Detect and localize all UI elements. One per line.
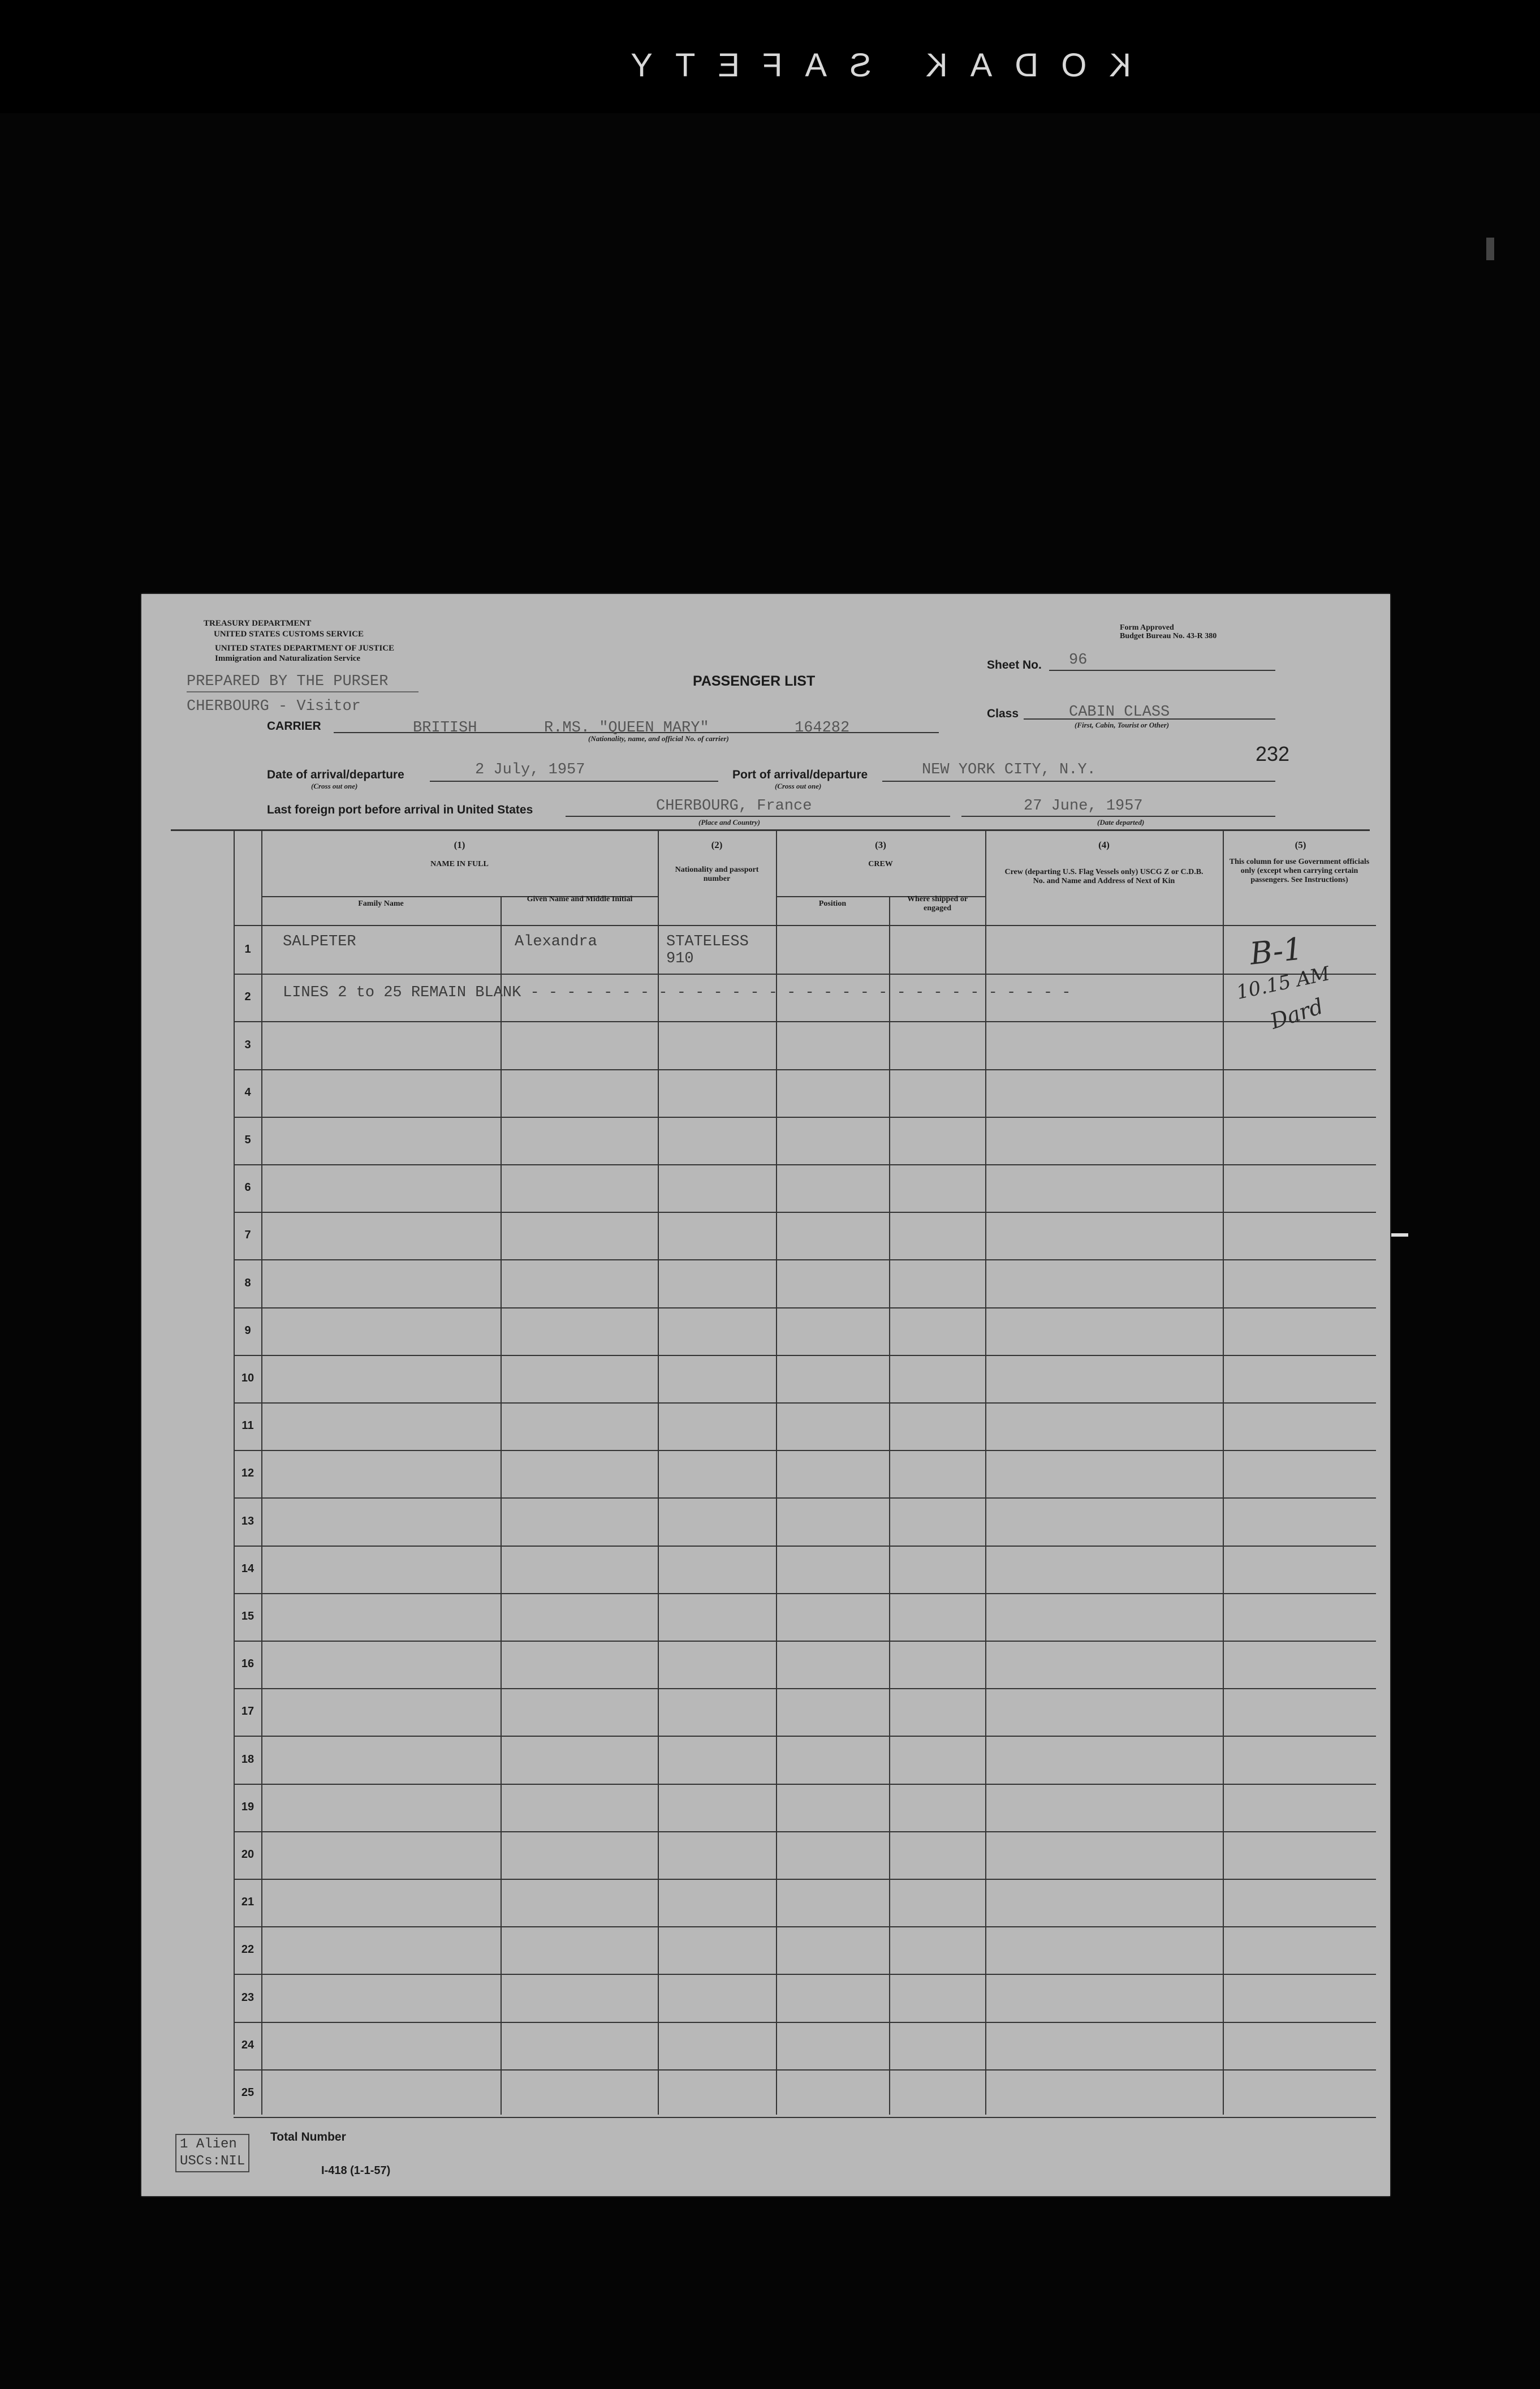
table-border-officials [1223,830,1224,2115]
row-number: 2 [244,991,251,1003]
form-number: I-418 (1-1-57) [321,2164,391,2177]
dept-justice: UNITED STATES DEPARTMENT OF JUSTICE [215,644,395,653]
dept-treasury: TREASURY DEPARTMENT [204,619,312,628]
table-border-crew [776,830,777,2115]
class-caption: (First, Cabin, Tourist or Other) [1075,721,1170,729]
hand-signature: Dard [1267,993,1327,1034]
carrier-label: CARRIER [267,720,321,733]
last-port-label: Last foreign port before arrival in United States [267,803,533,816]
row-number: 6 [244,1181,251,1194]
row-divider [234,2117,1376,2118]
row-number: 21 [241,1896,254,1908]
row-number: 15 [241,1610,254,1622]
alien-count-box [175,2134,249,2172]
row-divider [234,1259,1376,1260]
carrier-caption: (Nationality, name, and official No. of carrier) [588,734,729,743]
row-divider [234,1831,1376,1832]
col3-title: CREW [868,860,893,868]
row-number: 11 [241,1419,254,1432]
row-number: 24 [241,2039,254,2051]
row-divider [234,2022,1376,2023]
last-port-line [566,816,950,817]
table-border-nationality [658,830,659,2115]
table-border-shipped [889,896,890,2115]
row-number: 18 [241,1753,254,1766]
row-number: 13 [241,1515,254,1527]
col4-number: (4) [1098,840,1110,850]
row1-passport: 910 [666,950,694,967]
departed-value: 27 June, 1957 [1024,798,1143,815]
row-number: 14 [241,1562,254,1575]
prepared-by: PREPARED BY THE PURSER [187,673,389,690]
table-border-left [234,830,235,2115]
row-number: 16 [241,1658,254,1670]
row-divider [234,1212,1376,1213]
cherbourg-visitor: CHERBOURG - Visitor [187,698,361,715]
table-border-kin [985,830,986,2115]
sheet-no-label: Sheet No. [987,658,1042,671]
passenger-list-sheet [141,594,1390,2196]
row-divider [234,1879,1376,1880]
last-port-caption: (Place and Country) [698,818,761,827]
carrier-number: 164282 [795,720,850,737]
row-number: 20 [241,1848,254,1861]
sheet-no-value: 96 [1069,652,1088,669]
class-value: CABIN CLASS [1069,704,1170,721]
row-divider [234,1784,1376,1785]
sheet-no-line [1049,670,1275,671]
row-number: 3 [244,1039,251,1051]
date-label: Date of arrival/departure [267,768,404,781]
last-port-value: CHERBOURG, France [656,798,812,815]
uscs-count: USCs:NIL [180,2154,245,2169]
prepared-underline [187,691,419,692]
row-number: 12 [241,1467,254,1479]
row-divider [234,1688,1376,1689]
row-divider [234,1736,1376,1737]
port-line [882,781,1275,782]
row-number: 10 [241,1372,254,1384]
row-divider [234,1307,1376,1308]
row1-family-name: SALPETER [283,933,356,950]
row-divider [234,1402,1376,1404]
col3a-title: Position [818,899,847,908]
col5-title: This column for use Government officials only (except when carrying certain passengers. See Instructions) [1229,858,1370,884]
row-divider [234,1593,1376,1594]
row-number: 1 [244,943,251,955]
row-number: 8 [244,1277,251,1289]
class-label: Class [987,707,1019,720]
row-divider [234,1926,1376,1927]
page-title: PASSENGER LIST [693,673,816,689]
row-number: 9 [244,1324,251,1337]
table-border-given [501,896,502,2115]
row-divider [234,1021,1376,1022]
date-line [430,781,718,782]
frame-mark [1486,238,1494,260]
stamp-number: 232 [1256,742,1290,765]
col1-title: NAME IN FULL [430,860,489,868]
row-divider [234,1450,1376,1451]
date-caption: (Cross out one) [311,782,358,790]
dept-customs: UNITED STATES CUSTOMS SERVICE [214,630,364,639]
port-value: NEW YORK CITY, N.Y. [922,761,1096,778]
table-top-border [171,829,1370,831]
total-number-label: Total Number [270,2130,346,2143]
port-caption: (Cross out one) [775,782,822,790]
row-divider [234,1641,1376,1642]
row-number: 19 [241,1801,254,1813]
hand-b1: B-1 [1248,931,1305,972]
frame-mark [1391,1233,1408,1237]
row-number: 4 [244,1086,251,1099]
date-value: 2 July, 1957 [475,761,585,778]
row-number: 17 [241,1705,254,1718]
row-number: 7 [244,1229,251,1241]
row-divider [234,2069,1376,2071]
row-number: 5 [244,1134,251,1146]
carrier-name: R.MS. "QUEEN MARY" [544,720,709,737]
col1a-title: Family Name [358,899,404,908]
table-border-num [261,830,262,2115]
row1-nationality: STATELESS [666,933,749,950]
col3b-title: Where shipped or engaged [907,895,968,912]
departed-caption: (Date departed) [1097,818,1145,827]
col1-number: (1) [454,840,465,850]
row1-given-name: Alexandra [515,933,597,950]
col2-number: (2) [711,840,723,850]
row-number: 22 [241,1943,254,1956]
row-divider [234,1546,1376,1547]
port-label: Port of arrival/departure [732,768,868,781]
hand-time: 10.15 AM [1234,962,1332,1004]
film-edge [0,0,1540,113]
row2-note: LINES 2 to 25 REMAIN BLANK - - - - - - - - - - - - - - - - - - - - - - - - - - - - - - [283,984,1071,1001]
row-divider [234,1164,1376,1165]
col2-title: Nationality and passport number [675,866,759,883]
row-divider [234,1355,1376,1356]
row-divider [234,1117,1376,1118]
dept-ins: Immigration and Naturalization Service [215,654,361,663]
header-bottom-line [234,925,1376,926]
row-number: 23 [241,1991,254,2004]
row-divider [234,1974,1376,1975]
col3-number: (3) [875,840,886,850]
film-edge-text: KODAK SAFETY [608,47,1131,84]
departed-line [961,816,1275,817]
form-approved: Form Approved [1120,623,1174,632]
carrier-nationality: BRITISH [413,720,477,737]
col4-title: Crew (departing U.S. Flag Vessels only) USCG Z or C.D.B. No. and Name and Address of Next of Kin [1004,868,1203,885]
col5-number: (5) [1295,840,1306,850]
col1b-title: Given Name and Middle Initial [527,895,633,903]
alien-count: 1 Alien [180,2137,237,2152]
row-divider [234,1497,1376,1499]
row-divider [234,1069,1376,1070]
row-number: 25 [241,2086,254,2099]
row-divider [234,974,1376,975]
budget-bureau: Budget Bureau No. 43-R 380 [1120,632,1217,640]
